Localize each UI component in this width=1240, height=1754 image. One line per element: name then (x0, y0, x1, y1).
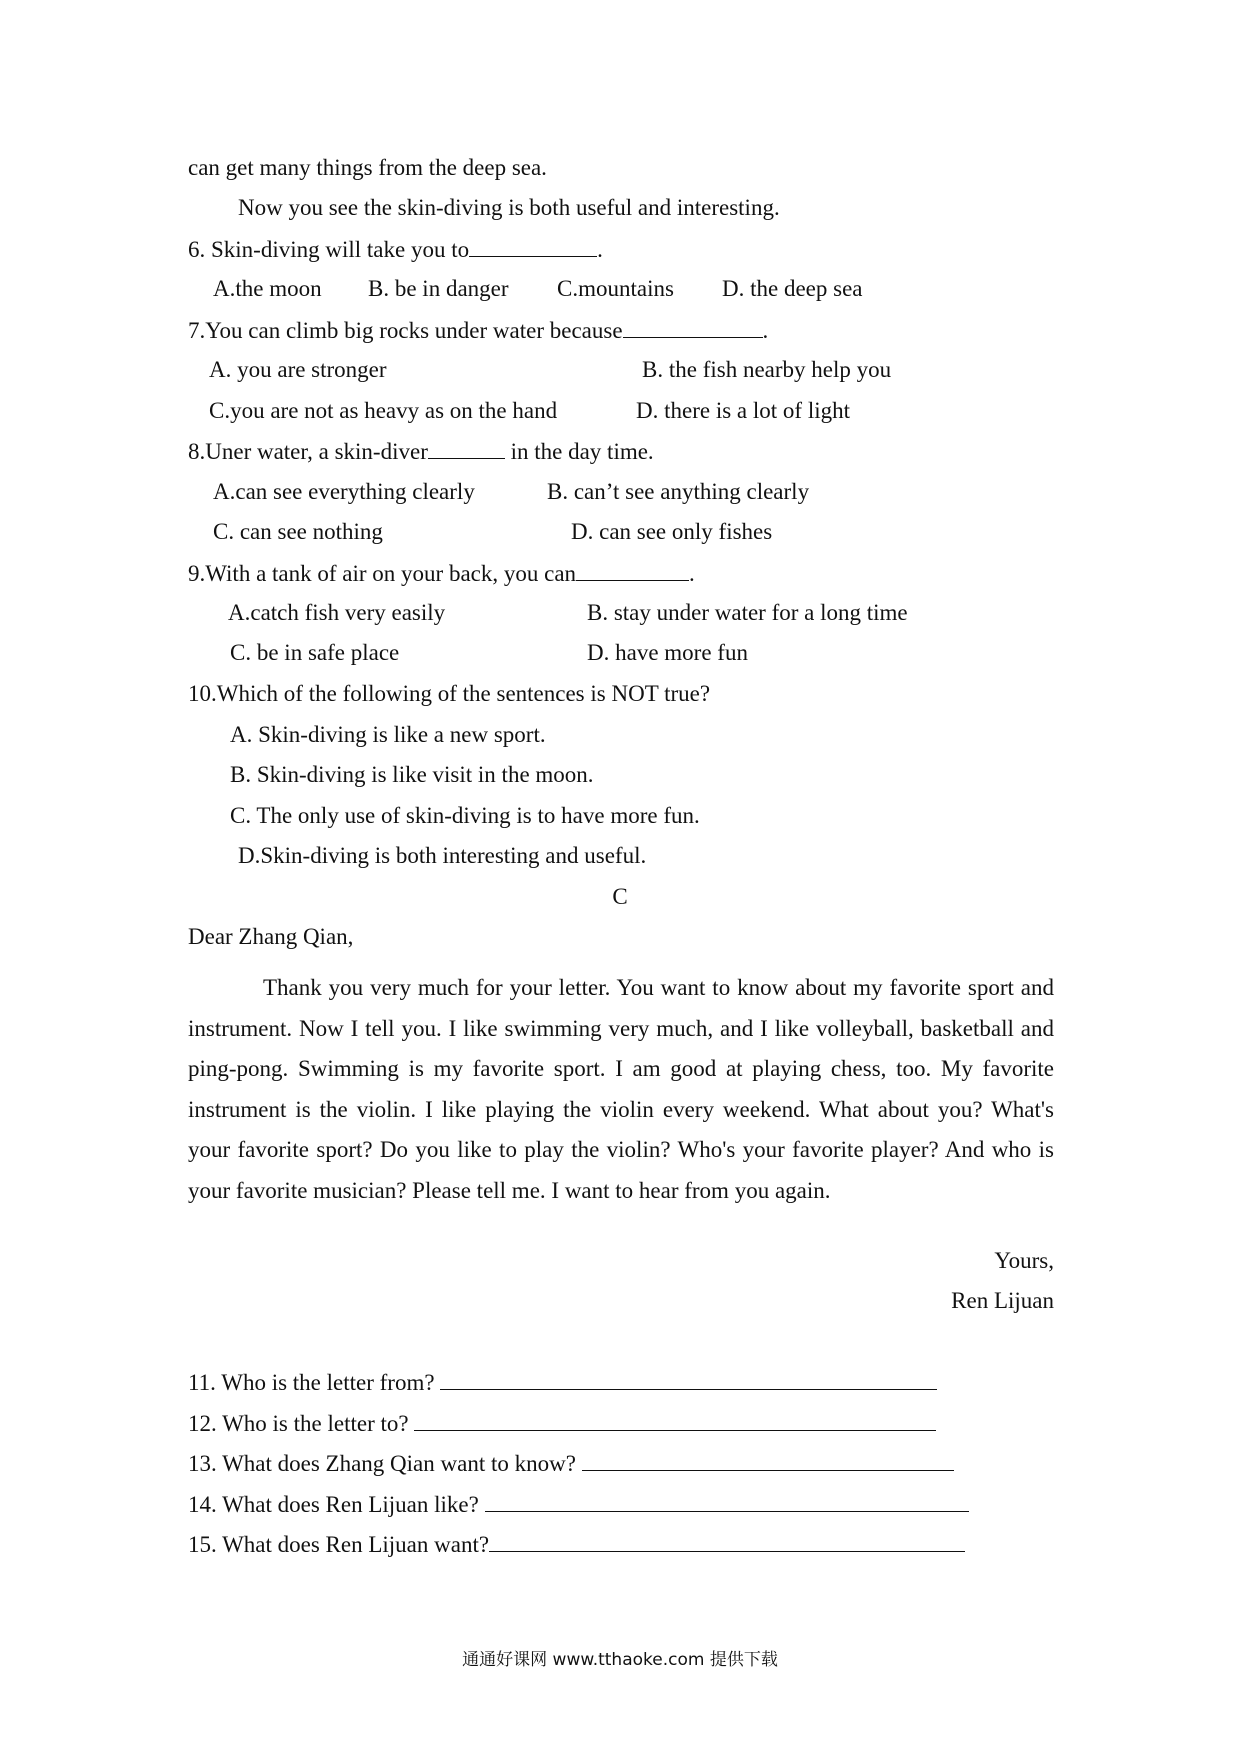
option-8d: D. can see only fishes (571, 519, 773, 544)
question-14 (188, 1489, 969, 1520)
question-15 (188, 1529, 965, 1560)
question-8 (188, 436, 654, 467)
option-9c: C. be in safe place (230, 640, 400, 665)
answer-blank[interactable] (623, 315, 763, 338)
option-10a: A. Skin-diving is like a new sport. (230, 722, 546, 747)
question-stem: 8.Uner water, a skin-diver (188, 439, 428, 464)
question-13 (188, 1448, 954, 1479)
option-9d: D. have more fun (587, 640, 748, 665)
option-10b: B. Skin-diving is like visit in the moon. (230, 762, 594, 787)
passage-line: can get many things from the deep sea. (188, 155, 547, 180)
answer-blank[interactable] (485, 1489, 969, 1512)
letter-closing: Yours, (994, 1248, 1054, 1273)
answer-blank[interactable] (576, 558, 689, 581)
letter-signature: Ren Lijuan (951, 1288, 1054, 1313)
section-heading: C (612, 884, 628, 909)
question-9 (188, 558, 695, 589)
question-end: in the day time. (504, 439, 654, 464)
answer-blank[interactable] (428, 436, 505, 459)
question-stem: 15. What does Ren Lijuan want? (188, 1532, 490, 1557)
option-9b: B. stay under water for a long time (587, 600, 908, 625)
option-6a: A.the moon (213, 276, 322, 301)
question-stem: 7.You can climb big rocks under water because (188, 318, 623, 343)
question-6 (188, 234, 603, 265)
option-7c: C.you are not as heavy as on the hand (209, 398, 558, 423)
question-7 (188, 315, 768, 346)
answer-blank[interactable] (440, 1367, 937, 1390)
question-12 (188, 1408, 936, 1439)
page-footer: 通通好课网 www.tthaoke.com 提供下载 (462, 1650, 778, 1670)
question-end: . (762, 318, 769, 343)
option-7b: B. the fish nearby help you (642, 357, 892, 382)
question-stem: 6. Skin-diving will take you to (188, 237, 470, 262)
question-end: . (597, 237, 603, 262)
question-stem: 13. What does Zhang Qian want to know? (188, 1451, 582, 1476)
option-8a: A.can see everything clearly (213, 479, 475, 504)
option-9a: A.catch fish very easily (228, 600, 446, 625)
question-end: . (689, 561, 695, 586)
question-stem: 9.With a tank of air on your back, you can (188, 561, 577, 586)
option-10c: C. The only use of skin-diving is to have more fun. (230, 803, 700, 828)
option-7a: A. you are stronger (209, 357, 387, 382)
option-6d: D. the deep sea (722, 276, 863, 301)
option-7d: D. there is a lot of light (636, 398, 850, 423)
passage-line: Now you see the skin-diving is both useful and interesting. (238, 195, 780, 220)
question-11 (188, 1367, 937, 1398)
answer-blank[interactable] (582, 1448, 954, 1471)
answer-blank[interactable] (414, 1408, 936, 1431)
letter-salutation: Dear Zhang Qian, (188, 924, 354, 949)
option-6b: B. be in danger (368, 276, 509, 301)
option-8c: C. can see nothing (213, 519, 383, 544)
question-stem: 12. Who is the letter to? (188, 1411, 415, 1436)
question-10: 10.Which of the following of the sentences is NOT true? (188, 681, 711, 706)
question-stem: 14. What does Ren Lijuan like? (188, 1492, 485, 1517)
question-stem: 11. Who is the letter from? (188, 1370, 441, 1395)
option-10d: D.Skin-diving is both interesting and useful. (238, 843, 647, 868)
option-8b: B. can’t see anything clearly (547, 479, 810, 504)
answer-blank[interactable] (469, 234, 597, 257)
answer-blank[interactable] (489, 1529, 965, 1552)
letter-body: Thank you very much for your letter. You want to know about my favorite sport and instrument. Now I tell you. I like swimming very much, and I like volleyball, basketball and ping-pong. Swimming is my favorite sport. I am good at playing chess, too. My favorite instrument is the violin. I like playing the violin every weekend. What about you? What's your favorite sport? Do you like to play the violin? Who's your favorite player? And who is your favorite musician? Please tell me. I want to hear from you again. (188, 975, 1054, 1203)
option-6c: C.mountains (557, 276, 674, 301)
